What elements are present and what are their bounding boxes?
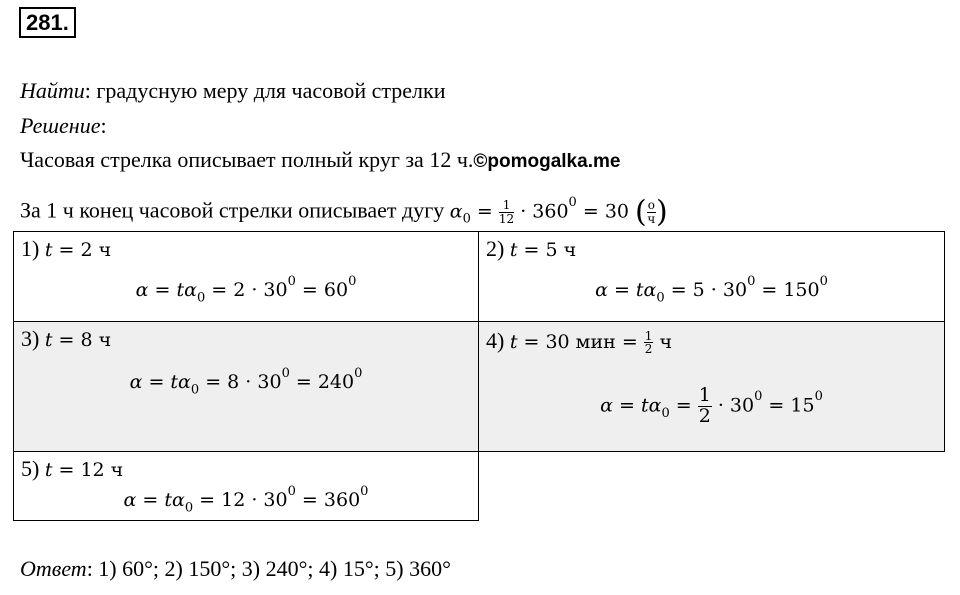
arc-text: За 1 ч конец часовой стрелки описывает дугу [20, 197, 445, 223]
find-text: : градусную меру для часовой стрелки [84, 78, 446, 103]
unit-den: ч [647, 211, 656, 226]
solution-label: Решение [20, 113, 101, 138]
arc-result: = 30 [576, 200, 636, 223]
cell-1 [13, 231, 479, 322]
one-twelfth-fraction [499, 199, 514, 225]
cell-5 [13, 451, 479, 521]
problem-number: 281. [19, 7, 76, 38]
answer-label: Ответ [20, 556, 87, 581]
half-fraction-large: $\frac{1}{2}$ [698, 384, 711, 427]
answer-line [20, 556, 451, 582]
paren-right: ) [656, 194, 668, 230]
frac-den: 12 [498, 211, 515, 226]
cell-1-formula: $\alpha = t\alpha_0 = 2 \cdot 30^0 = 60^0$ [135, 273, 357, 306]
cell-4-formula: $\alpha = t\alpha_0$ = $\frac{1}{2}$ · $30^0 = 15^0$ [600, 384, 823, 427]
statement-text: Часовая стрелка описывает полный круг за 12 ч. [20, 147, 474, 172]
watermark: ©pomogalka.me [473, 151, 621, 172]
arc-sup: 0 [568, 195, 577, 210]
arc-line [20, 184, 668, 228]
arc-eq: = [470, 200, 499, 223]
frac-num: 1 [499, 199, 514, 213]
cell-2-formula: $\alpha = t\alpha_0 = 5 \cdot 30^0 = 150^0$ [595, 273, 828, 306]
cell-4 [478, 321, 945, 452]
statement-line [20, 147, 620, 173]
cell-3-label: 3) t = 8 ч [21, 326, 112, 351]
alpha-sub: 0 [462, 211, 471, 227]
cell-5-label: 5) t = 12 ч [21, 456, 124, 481]
cell-2 [478, 231, 945, 322]
answer-text: : 1) 60°; 2) 150°; 3) 240°; 4) 15°; 5) 360° [86, 556, 451, 581]
cell-3-formula: $\alpha = t\alpha_0 = 8 \cdot 30^0 = 240^0$ [129, 365, 363, 398]
cell-4-label: 4) t = 30 мин = $\frac{1}{2}$ ч [486, 328, 673, 357]
cell-3 [13, 321, 479, 452]
unit-fraction [647, 199, 656, 225]
find-label: Найти [20, 78, 85, 103]
cell-1-label: 1) t = 2 ч [21, 236, 112, 261]
find-line [20, 78, 446, 104]
cell-5-formula: $\alpha = t\alpha_0 = 12 \cdot 30^0 = 360^0$ [123, 483, 369, 516]
solution-colon: : [100, 113, 107, 138]
unit-num: o [647, 198, 655, 213]
arc-mid: · 360 [514, 200, 569, 223]
half-fraction-small: $\frac{1}{2}$ [644, 328, 653, 357]
alpha-symbol: α [449, 200, 463, 223]
solution-line [20, 113, 107, 139]
paren-left: ( [635, 194, 647, 230]
cell-2-label: 2) t = 5 ч [486, 236, 577, 261]
